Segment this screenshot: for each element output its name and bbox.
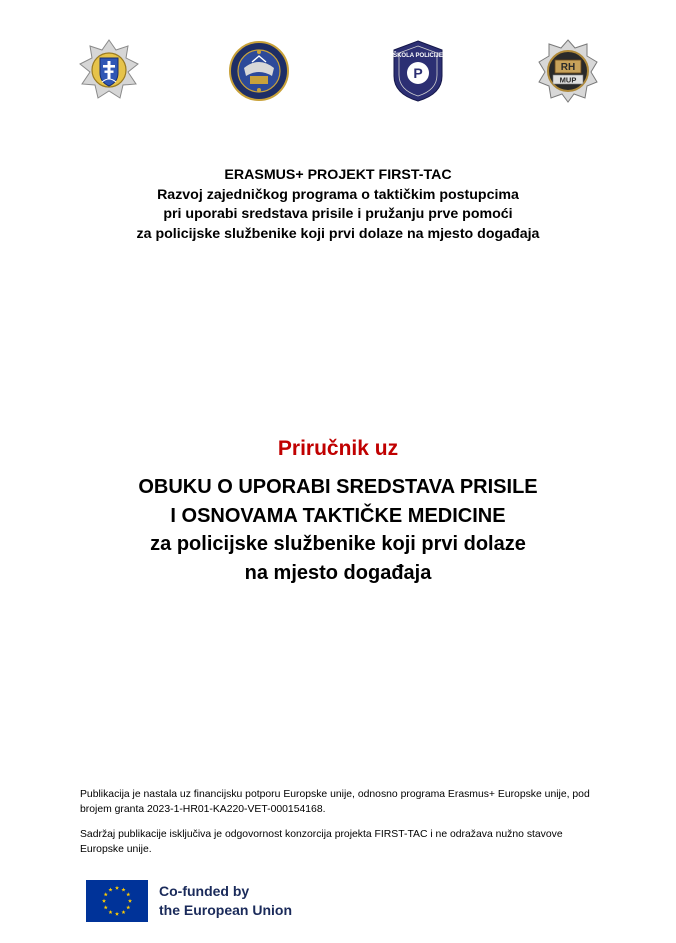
handbook-title-line-3: za policijske službenike koji prvi dolaze (150, 533, 526, 555)
funding-statement: Publikacija je nastala uz financijsku potporu Europske unije, odnosno programa Erasmus+ Europske unije, pod brojem granta 2023-1-HR01-KA220-VET-000154168. (80, 789, 590, 815)
svg-text:P: P (413, 65, 423, 81)
funding-disclaimer (80, 787, 600, 867)
shield-cross-emblem-icon (78, 38, 140, 104)
eu-text-line-2: the European Union (159, 902, 292, 918)
project-line-4: za policijske službenike koji prvi dolaze na mjesto događaja (136, 225, 540, 242)
handbook-title-block (0, 433, 676, 587)
eu-text-line-1: Co-funded by (159, 883, 250, 899)
handbook-title-line-1: OBUKU O UPORABI SREDSTAVA PRISILE (138, 476, 538, 498)
project-line-1: ERASMUS+ PROJEKT FIRST-TAC (224, 167, 452, 183)
handbook-title-line-2: I OSNOVAMA TAKTIČKE MEDICINE (170, 504, 506, 527)
police-school-badge-text: ŠKOLA POLICIJE (393, 53, 443, 59)
project-heading (0, 166, 676, 244)
rh-mup-emblem-icon (537, 38, 599, 104)
project-line-3: pri uporabi sredstava prisile i pružanju prve pomoći (163, 206, 513, 222)
responsibility-statement: Sadržaj publikacije isključiva je odgovornost konzorcija projekta FIRST-TAC i ne odražava nužno stavove Europske unije. (80, 829, 563, 855)
partner-logos (0, 38, 676, 108)
eu-cofunded-text (159, 882, 292, 920)
police-school-badge-icon (387, 38, 449, 104)
police-seal-icon (228, 38, 290, 104)
project-line-2: Razvoj zajedničkog programa o taktičkim postupcima (157, 186, 519, 203)
svg-text:RH: RH (560, 62, 576, 73)
handbook-subtitle: Priručnik uz (277, 437, 399, 460)
svg-text:MUP: MUP (559, 75, 577, 85)
handbook-title-line-4: na mjesto događaja (244, 561, 432, 584)
eu-flag-icon (86, 880, 148, 922)
